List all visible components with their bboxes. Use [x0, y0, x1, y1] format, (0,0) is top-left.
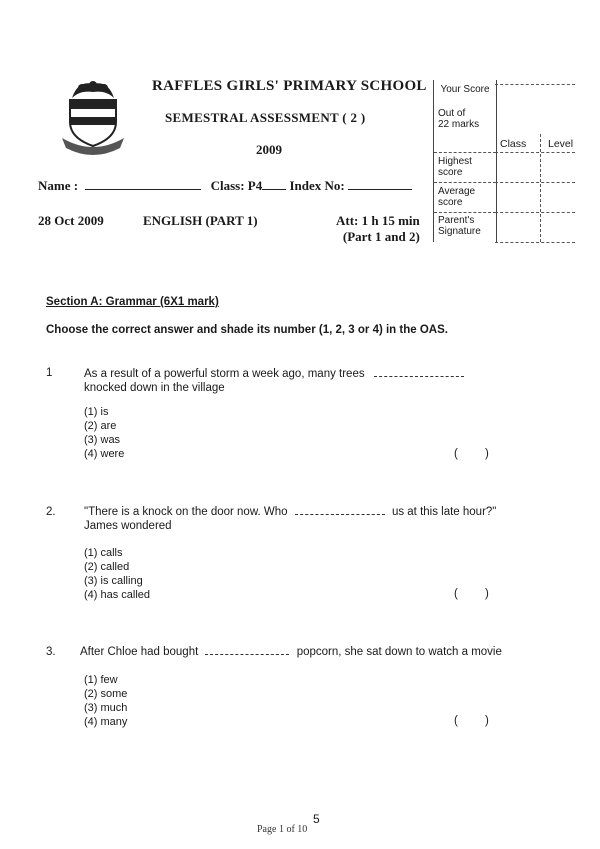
- option-item[interactable]: (2) are: [84, 420, 117, 432]
- duration-parts: (Part 1 and 2): [342, 229, 420, 244]
- highest-score-label: Highest score: [438, 156, 472, 178]
- average-score-label: Average score: [438, 186, 476, 208]
- section-heading: Section A: Grammar (6X1 mark): [46, 296, 219, 308]
- exam-year: 2009: [256, 142, 282, 157]
- school-crest-logo: [58, 78, 128, 156]
- option-item[interactable]: (1) few: [84, 674, 118, 686]
- duration-text: Att: 1 h 15 min: [336, 213, 420, 228]
- divider: [434, 152, 496, 153]
- grid-line: [495, 84, 575, 85]
- grid-line: [495, 242, 575, 243]
- option-item[interactable]: (4) has called: [84, 589, 151, 601]
- level-column-header: Level: [548, 138, 574, 150]
- question-line: As a result of a powerful storm a week ago, many trees: [84, 368, 365, 380]
- option-item[interactable]: (3) is calling: [84, 575, 143, 587]
- option-item[interactable]: (3) much: [84, 702, 128, 714]
- school-name: RAFFLES GIRLS' PRIMARY SCHOOL: [152, 78, 427, 94]
- question-number: 1: [46, 367, 53, 379]
- option-item[interactable]: (1) calls: [84, 547, 123, 559]
- question-line: popcorn, she sat down to watch a movie: [296, 646, 502, 658]
- question-line: us at this late hour?": [391, 506, 497, 518]
- option-item[interactable]: (2) called: [84, 561, 130, 573]
- question-text: [80, 645, 502, 659]
- your-score-label: Your Score: [440, 84, 490, 95]
- question-line: James wondered: [84, 520, 172, 532]
- assessment-title: SEMESTRAL ASSESSMENT ( 2 ): [165, 110, 366, 125]
- divider: [434, 212, 496, 213]
- answer-blank: [205, 654, 289, 655]
- option-item[interactable]: (4) many: [84, 716, 128, 728]
- option-list: [84, 673, 127, 729]
- question-line: After Chloe had bought: [80, 646, 199, 658]
- exam-subject: ENGLISH (PART 1): [143, 213, 258, 228]
- option-list: [84, 405, 124, 461]
- option-item[interactable]: (3) was: [84, 434, 121, 446]
- answer-bracket[interactable]: ( ): [454, 715, 489, 727]
- page-number: 5: [313, 812, 320, 826]
- index-label: Index No:: [289, 178, 345, 193]
- grid-line: [540, 134, 541, 242]
- class-label: Class: P4: [210, 178, 263, 193]
- section-instruction: Choose the correct answer and shade its number (1, 2, 3 or 4) in the OAS.: [46, 324, 448, 336]
- name-label: Name :: [38, 178, 79, 193]
- question-text: [84, 505, 496, 519]
- answer-blank: [295, 514, 385, 515]
- parent-signature-label: Parent's Signature: [438, 215, 481, 237]
- question-text: [84, 367, 464, 381]
- grid-line: [495, 182, 575, 183]
- class-field[interactable]: [262, 189, 286, 190]
- answer-bracket[interactable]: ( ): [454, 588, 489, 600]
- exam-date: 28 Oct 2009: [38, 213, 104, 228]
- student-info-row: [38, 178, 412, 194]
- question-number: 2.: [46, 506, 56, 518]
- index-field[interactable]: [348, 189, 412, 190]
- answer-blank: [374, 376, 464, 377]
- score-box: [433, 80, 497, 242]
- option-item[interactable]: (2) some: [84, 688, 128, 700]
- option-item[interactable]: (1) is: [84, 406, 109, 418]
- out-of-label: Out of: [438, 108, 466, 119]
- grid-line: [495, 212, 575, 213]
- option-item[interactable]: (4) were: [84, 448, 125, 460]
- question-line: "There is a knock on the door now. Who: [84, 506, 288, 518]
- attention-duration: [336, 213, 420, 245]
- divider: [434, 182, 496, 183]
- answer-bracket[interactable]: ( ): [454, 448, 489, 460]
- question-number: 3.: [46, 646, 56, 658]
- option-list: [84, 546, 150, 602]
- marks-label: 22 marks: [438, 119, 480, 130]
- question-line: knocked down in the village: [84, 382, 225, 394]
- page-footer: Page 1 of 10: [257, 824, 308, 835]
- class-column-header: Class: [500, 138, 527, 150]
- name-field[interactable]: [85, 189, 201, 190]
- grid-line: [495, 152, 575, 153]
